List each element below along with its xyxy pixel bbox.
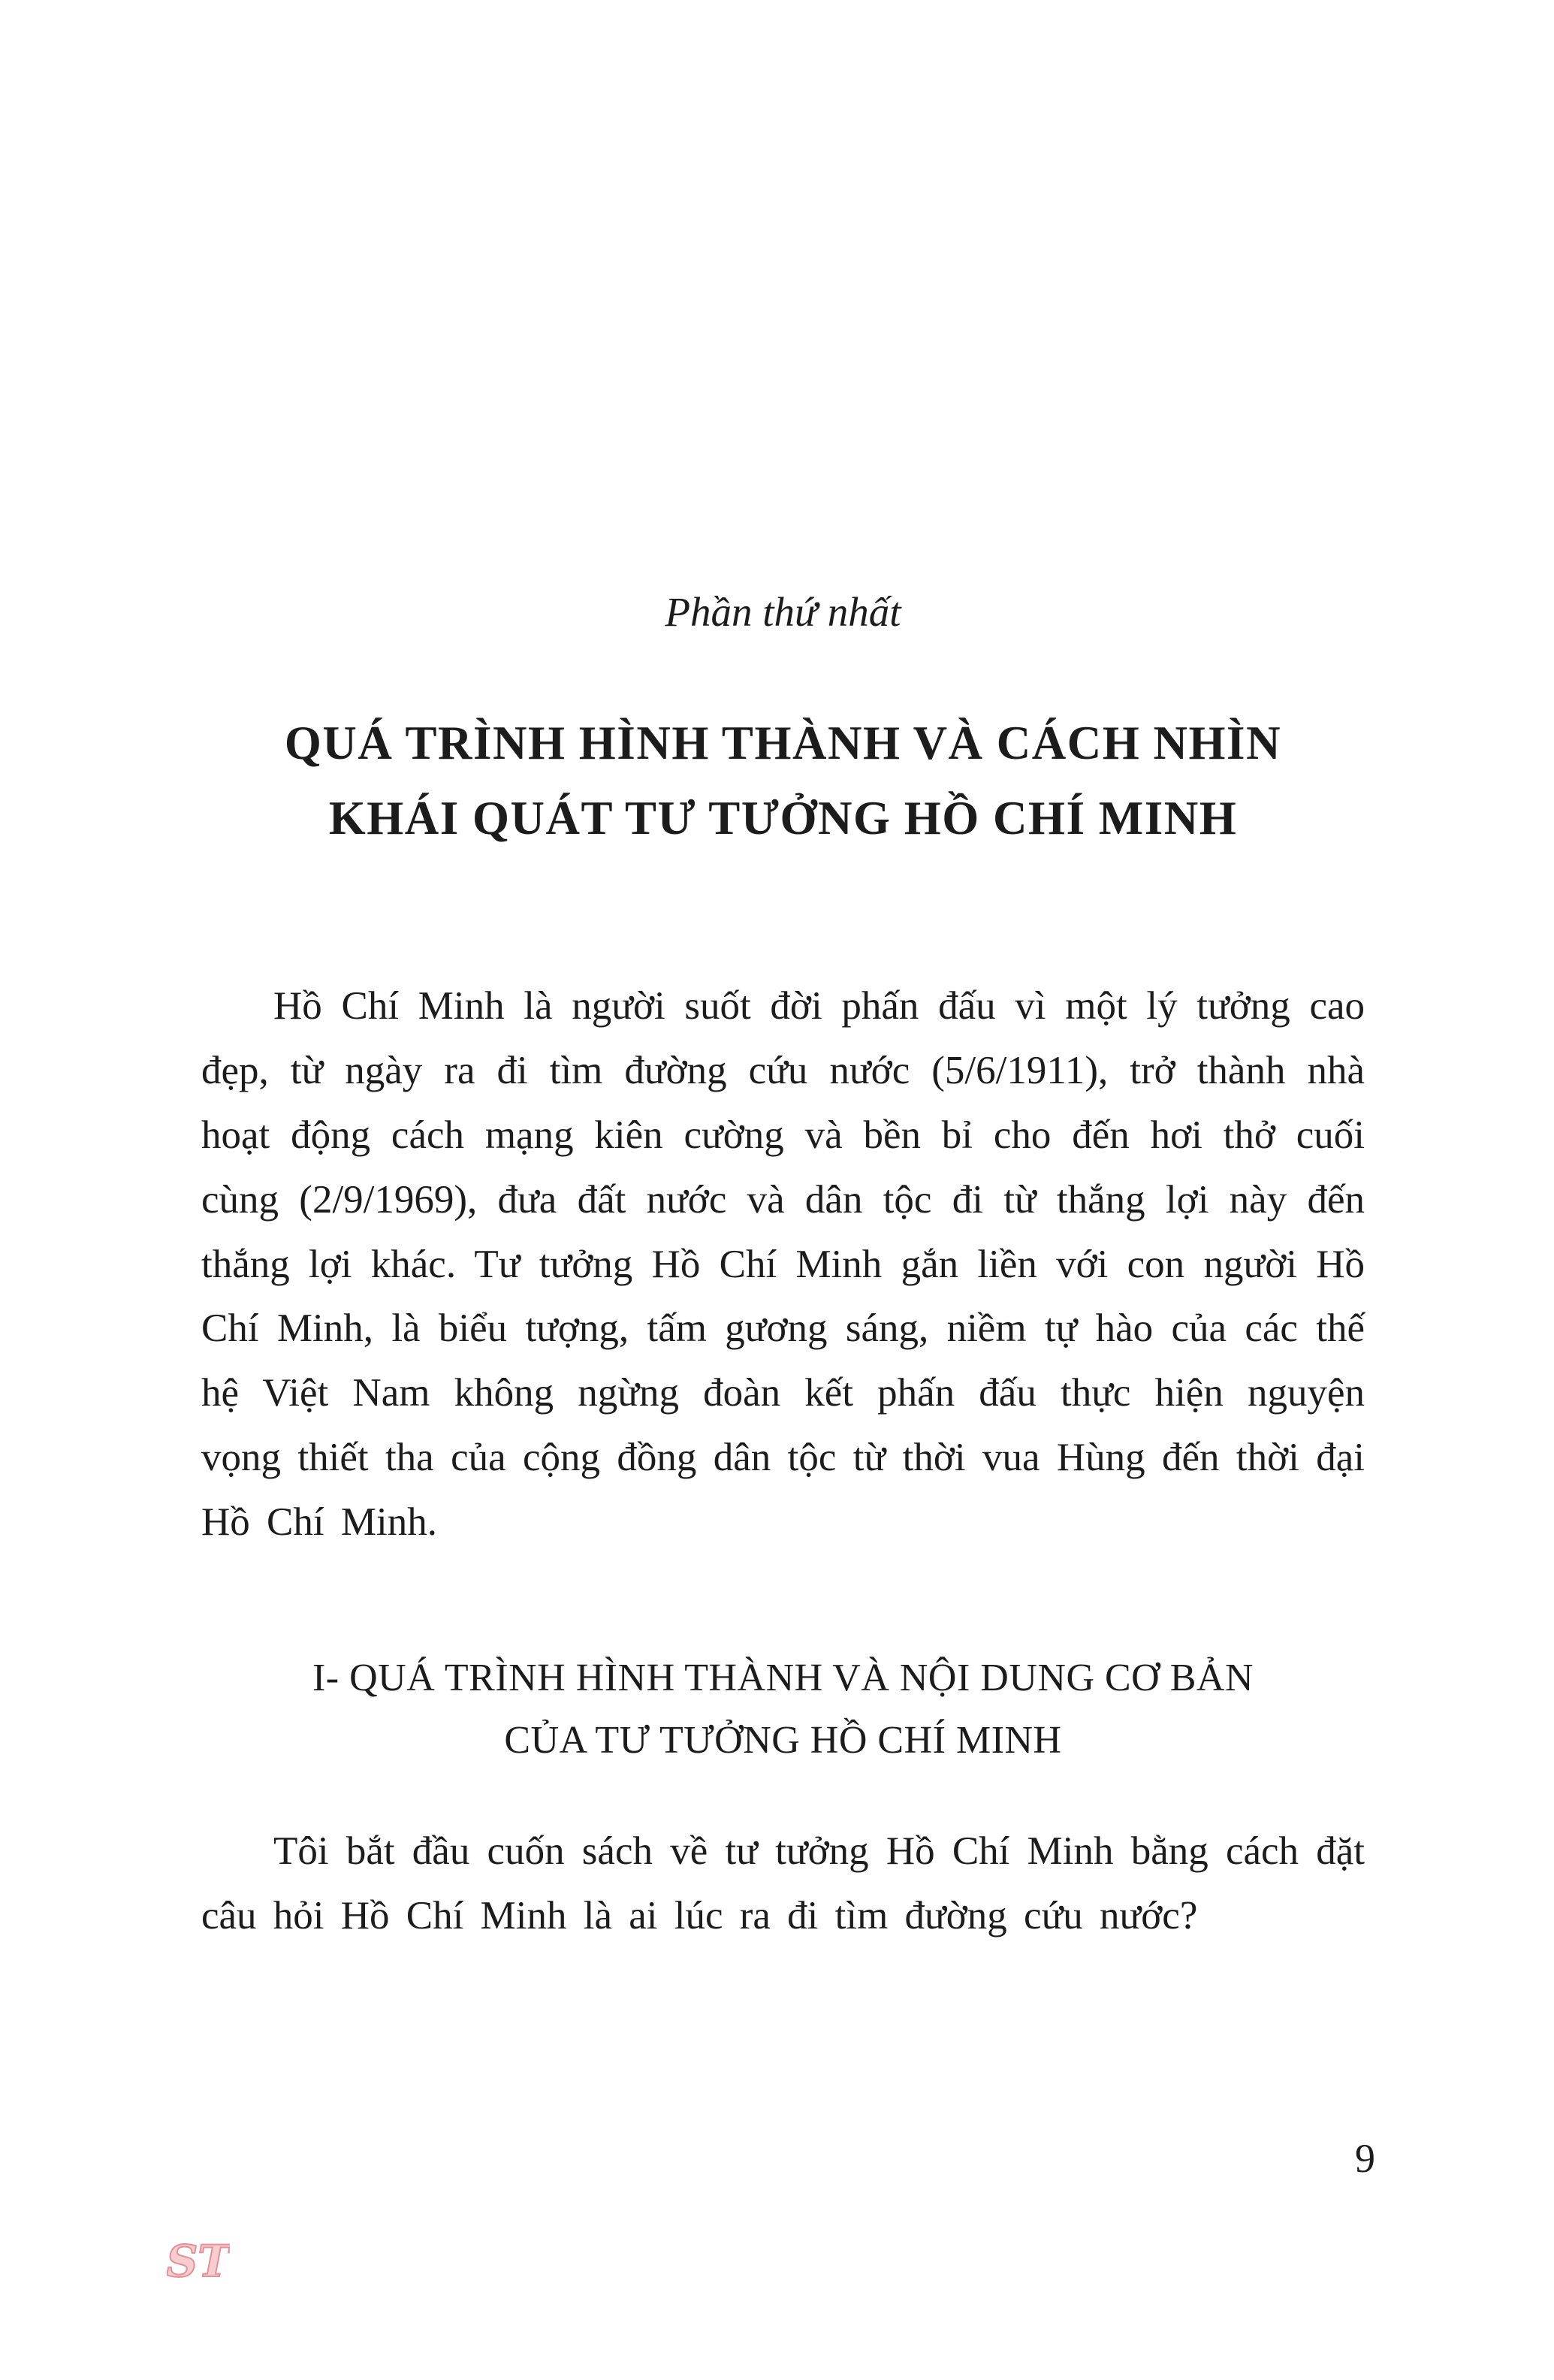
part-label: Phần thứ nhất xyxy=(665,589,901,635)
section-heading-line-1: I- QUÁ TRÌNH HÌNH THÀNH VÀ NỘI DUNG CƠ BẢN xyxy=(312,1656,1254,1699)
intro-paragraph: Hồ Chí Minh là người suốt đời phấn đấu vì một lý tưởng cao đẹp, từ ngày ra đi tìm đường cứu nước (5/6/1911), trở thành nhà hoạt động cách mạng kiên cường và bền bỉ cho đến hơi thở cuối cùng (2/9/1969), đưa đất nước và dân tộc đi từ thắng lợi này đến thắng lợi khác. Tư tưởng Hồ Chí Minh gắn liền với con người Hồ Chí Minh, là biểu tượng, tấm gương sáng, niềm tự hào của các thế hệ Việt Nam không ngừng đoàn kết phấn đấu thực hiện nguyện vọng thiết tha của cộng đồng dân tộc từ thời vua Hùng đến thời đại Hồ Chí Minh. xyxy=(201,984,1365,1544)
closing-paragraph: Tôi bắt đầu cuốn sách về tư tưởng Hồ Chí Minh bằng cách đặt câu hỏi Hồ Chí Minh là ai lúc ra đi tìm đường cứu nước? xyxy=(201,1829,1365,1938)
chapter-title xyxy=(201,706,1365,856)
publisher-logo-monogram: ST xyxy=(167,2236,230,2287)
chapter-title-line-1: QUÁ TRÌNH HÌNH THÀNH VÀ CÁCH NHÌN xyxy=(284,717,1282,769)
publisher-logo-icon xyxy=(167,2230,230,2293)
publisher-logo xyxy=(167,2230,230,2293)
page-number: 9 xyxy=(1355,2136,1375,2181)
section-heading xyxy=(201,1647,1365,1771)
chapter-title-line-2: KHÁI QUÁT TƯ TƯỞNG HỒ CHÍ MINH xyxy=(328,791,1238,844)
section-heading-line-2: CỦA TƯ TƯỞNG HỒ CHÍ MINH xyxy=(504,1718,1062,1762)
